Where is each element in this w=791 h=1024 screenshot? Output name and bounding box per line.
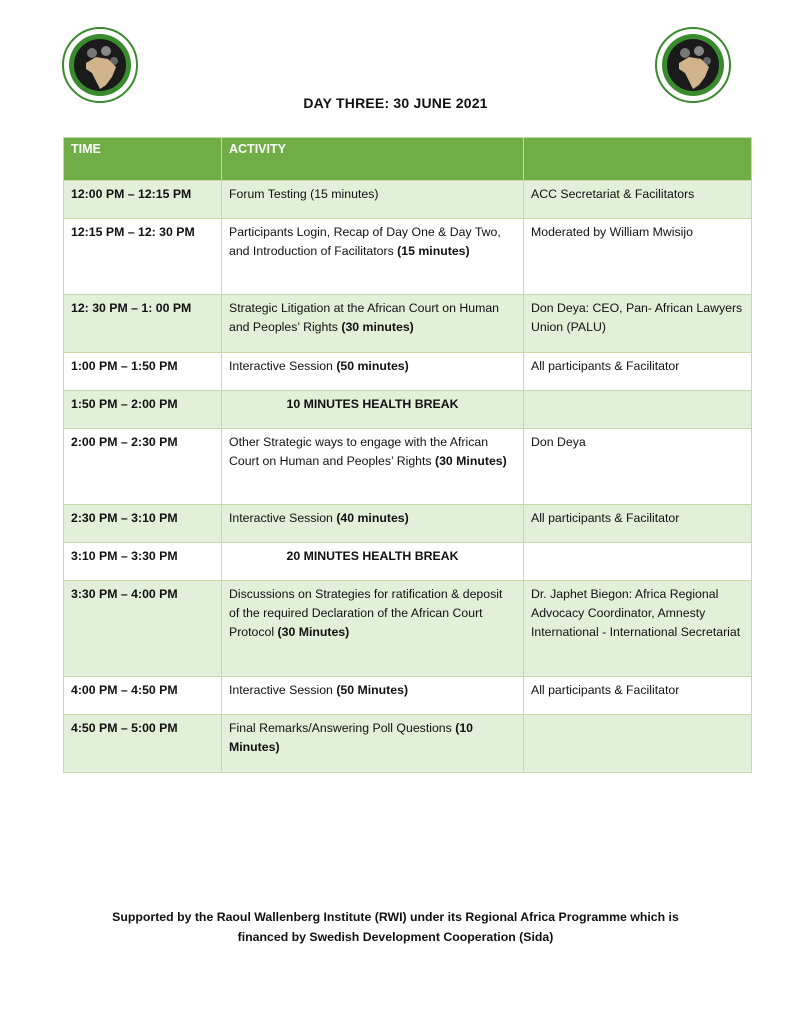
time-cell: 3:30 PM – 4:00 PM — [64, 581, 222, 677]
table-row — [64, 505, 752, 543]
presenter-cell: ACC Secretariat & Facilitators — [524, 181, 752, 219]
activity-duration: (40 minutes) — [336, 511, 409, 525]
activity-text: Forum Testing (15 minutes) — [229, 187, 379, 201]
time-cell: 4:00 PM – 4:50 PM — [64, 677, 222, 715]
activity-text: Discussions on Strategies for ratification & deposit of the required Declaration of the African Court Protocol — [229, 587, 503, 639]
table-row — [64, 181, 752, 219]
activity-cell — [222, 581, 524, 677]
logo-left — [62, 27, 138, 103]
activity-text: Interactive Session — [229, 359, 337, 373]
activity-duration: (50 Minutes) — [336, 683, 409, 697]
activity-text: Final Remarks/Answering Poll Questions — [229, 721, 456, 735]
acc-coalition-logo-icon — [655, 27, 731, 103]
agenda-body — [64, 181, 752, 773]
activity-text: Interactive Session — [229, 511, 337, 525]
presenter-cell — [524, 715, 752, 773]
activity-cell — [222, 505, 524, 543]
table-row — [64, 581, 752, 677]
logo-right — [655, 27, 731, 103]
table-row — [64, 429, 752, 505]
presenter-cell: Don Deya: CEO, Pan- African Lawyers Union (PALU) — [524, 295, 752, 353]
agenda-table — [63, 137, 752, 773]
activity-duration: (50 minutes) — [336, 359, 409, 373]
column-header-time: TIME — [64, 138, 222, 181]
acc-coalition-logo-icon — [62, 27, 138, 103]
presenter-cell — [524, 543, 752, 581]
presenter-cell: Don Deya — [524, 429, 752, 505]
activity-cell — [222, 429, 524, 505]
table-row — [64, 391, 752, 429]
presenter-cell: All participants & Facilitator — [524, 353, 752, 391]
activity-text: Interactive Session — [229, 683, 337, 697]
time-cell: 1:00 PM – 1:50 PM — [64, 353, 222, 391]
table-row — [64, 219, 752, 295]
time-cell: 4:50 PM – 5:00 PM — [64, 715, 222, 773]
time-cell: 12: 30 PM – 1: 00 PM — [64, 295, 222, 353]
time-cell: 2:00 PM – 2:30 PM — [64, 429, 222, 505]
activity-duration: (10 Minutes) — [229, 721, 473, 754]
activity-cell — [222, 353, 524, 391]
activity-duration: (30 Minutes) — [277, 625, 350, 639]
table-row — [64, 353, 752, 391]
time-cell: 2:30 PM – 3:10 PM — [64, 505, 222, 543]
activity-duration: (30 minutes) — [341, 320, 414, 334]
activity-text: Other Strategic ways to engage with the African Court on Human and Peoples’ Rights — [229, 435, 489, 468]
column-header-activity: ACTIVITY — [222, 138, 524, 181]
table-row — [64, 715, 752, 773]
time-cell: 12:00 PM – 12:15 PM — [64, 181, 222, 219]
presenter-cell: Dr. Japhet Biegon: Africa Regional Advocacy Coordinator, Amnesty International - International Secretariat — [524, 581, 752, 677]
break-cell: 10 MINUTES HEALTH BREAK — [222, 391, 524, 429]
presenter-cell: Moderated by William Mwisijo — [524, 219, 752, 295]
footer-line-1: Supported by the Raoul Wallenberg Institute (RWI) under its Regional Africa Programme which is — [112, 910, 679, 924]
column-header-presenter — [524, 138, 752, 181]
presenter-cell: All participants & Facilitator — [524, 677, 752, 715]
table-row — [64, 677, 752, 715]
footer-line-2: financed by Swedish Development Cooperation (Sida) — [237, 930, 554, 944]
footer-note — [0, 907, 791, 947]
break-cell: 20 MINUTES HEALTH BREAK — [222, 543, 524, 581]
time-cell: 1:50 PM – 2:00 PM — [64, 391, 222, 429]
presenter-cell — [524, 391, 752, 429]
table-row — [64, 543, 752, 581]
table-header-row — [64, 138, 752, 181]
activity-cell — [222, 181, 524, 219]
table-row — [64, 295, 752, 353]
activity-cell — [222, 295, 524, 353]
activity-cell — [222, 715, 524, 773]
activity-cell — [222, 219, 524, 295]
presenter-cell: All participants & Facilitator — [524, 505, 752, 543]
time-cell: 3:10 PM – 3:30 PM — [64, 543, 222, 581]
activity-cell — [222, 677, 524, 715]
activity-text: Participants Login, Recap of Day One & Day Two, and Introduction of Facilitators — [229, 225, 501, 258]
time-cell: 12:15 PM – 12: 30 PM — [64, 219, 222, 295]
activity-duration: (15 minutes) — [397, 244, 470, 258]
page-title: DAY THREE: 30 JUNE 2021 — [303, 95, 488, 111]
activity-duration: (30 Minutes) — [434, 454, 507, 468]
activity-text: Strategic Litigation at the African Court on Human and Peoples’ Rights — [229, 301, 499, 334]
